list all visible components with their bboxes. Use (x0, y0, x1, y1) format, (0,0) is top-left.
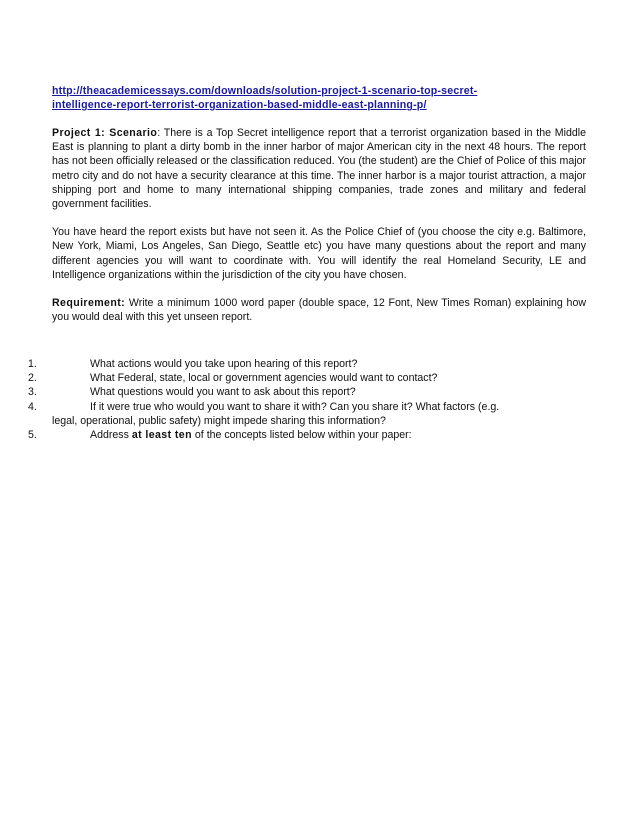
list-item (28, 428, 586, 442)
document-body (52, 84, 586, 324)
source-link[interactable] (52, 84, 586, 112)
list-item-number: 3. (28, 386, 37, 399)
scenario-text: : There is a Top Secret intelligence report that a terrorist organization based in the Middle East is planning to plant a dirty bomb in the inner harbor of major American city in the next 48 hours. The report has not been officially released or the classification reduced. You (the student) are the Chief of Police of this major metro city and do not have a security clearance at this time. The inner harbor is a major tourist attraction, a major shipping port and home to many international shipping companies, trade zones and military and federal government facilities. (52, 127, 587, 211)
list-item-number: 4. (28, 400, 37, 413)
list-item (28, 385, 586, 399)
list-item-number: 1. (28, 358, 37, 370)
source-link-line-1[interactable]: http://theacademicessays.com/downloads/solution-project-1-scenario-top-secret- (52, 85, 478, 97)
scenario-label: Project 1: Scenario (52, 127, 158, 139)
list-item (28, 371, 586, 385)
list-item-emphasis: at least ten (131, 429, 192, 442)
list-item-text-before: Address (90, 429, 132, 442)
list-item-text (28, 428, 586, 442)
requirement-paragraph (52, 296, 586, 324)
list-item-text: What questions would you want to ask about this report? (90, 386, 356, 399)
requirement-text: Write a minimum 1000 word paper (double space, 12 Font, New Times Roman) explaining how you would deal with this yet unseen report. (52, 297, 586, 324)
list-item-continuation: legal, operational, public safety) might impede sharing this information? (52, 414, 386, 427)
context-paragraph: You have heard the report exists but have not seen it. As the Police Chief of (you choose the city e.g. Baltimore, New York, Miami, Los Angeles, San Diego, Seattle etc) you have many questions about the report and many different agencies you will want to coordinate with. You will identify the real Homeland Security, LE and Intelligence organizations within the jurisdiction of the city you have chosen. (52, 226, 586, 281)
list-item-text: What actions would you take upon hearing of this report? (90, 358, 358, 370)
list-item (28, 357, 586, 371)
list-item (28, 400, 586, 428)
requirement-label: Requirement: (52, 297, 126, 310)
list-item-number: 5. (28, 429, 37, 442)
list-item-text: What Federal, state, local or government agencies would want to contact? (90, 372, 438, 385)
scenario-paragraph (52, 126, 586, 211)
list-item-text-after: of the concepts listed below within your paper: (191, 429, 412, 442)
question-list (28, 357, 586, 442)
list-item-text: If it were true who would you want to share it with? Can you share it? What factors (e.g. (90, 400, 500, 413)
source-link-line-2[interactable]: intelligence-report-terrorist-organization-based-middle-east-planning-p/ (52, 99, 427, 111)
list-item-number: 2. (28, 372, 37, 385)
